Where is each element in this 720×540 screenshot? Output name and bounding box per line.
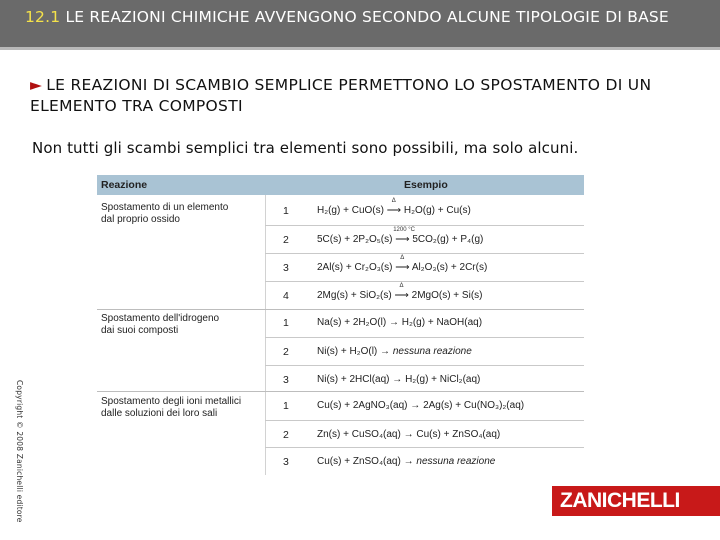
header-bar xyxy=(0,0,720,50)
reaction-condition: Δ xyxy=(399,283,404,289)
products: Al₂O₃(s) + 2Cr(s) xyxy=(411,262,488,273)
products: 2Ag(s) + Cu(NO₃)₂(aq) xyxy=(423,400,525,411)
reaction-arrow: → xyxy=(392,374,403,385)
equation xyxy=(317,317,482,328)
page-title xyxy=(25,7,705,27)
equation xyxy=(317,400,524,411)
header-reazione: Reazione xyxy=(101,179,148,191)
subtitle-text: LE REAZIONI DI SCAMBIO SEMPLICE PERMETTONO LO SPOSTAMENTO DI UN ELEMENTO TRA COMPOSTI xyxy=(30,76,652,115)
table-row xyxy=(265,420,584,448)
body-text: Non tutti gli scambi semplici tra elementi sono possibili, ma solo alcuni. xyxy=(32,139,579,157)
equation xyxy=(317,198,471,216)
row-number: 3 xyxy=(283,262,289,274)
equation xyxy=(317,227,484,245)
products: H₂O(g) + Cu(s) xyxy=(403,205,471,216)
reaction-arrow: → xyxy=(380,346,391,357)
row-number: 3 xyxy=(283,374,289,386)
row-number: 1 xyxy=(283,400,289,412)
table-row xyxy=(265,447,584,475)
row-number: 3 xyxy=(283,456,289,468)
row-number: 1 xyxy=(283,205,289,217)
equation xyxy=(317,429,500,440)
reactants: 2Mg(s) + SiO₂(s) xyxy=(317,290,392,301)
reaction-condition: Δ xyxy=(400,255,405,261)
products: nessuna reazione xyxy=(392,346,472,357)
reaction-arrow: ⟶ Δ xyxy=(395,255,410,273)
row-number: 4 xyxy=(283,290,289,302)
reaction-arrow: ⟶ Δ xyxy=(386,198,402,216)
section-number: 12.1 xyxy=(25,8,61,26)
section-label xyxy=(101,313,261,337)
products: nessuna reazione xyxy=(416,456,496,467)
bullet-arrow-icon: ► xyxy=(30,76,43,94)
products: 2MgO(s) + Si(s) xyxy=(411,290,483,301)
reaction-condition: 1200 °C xyxy=(393,227,415,233)
row-number: 2 xyxy=(283,429,289,441)
section-label-line: Spostamento dell'idrogeno xyxy=(101,313,220,324)
reaction-arrow: → xyxy=(403,456,414,467)
table-header xyxy=(97,175,584,195)
section-label xyxy=(101,396,261,420)
reaction-condition: Δ xyxy=(391,198,396,204)
reactants: H₂(g) + CuO(s) xyxy=(317,205,384,216)
reactants: 2Al(s) + Cr₂O₃(s) xyxy=(317,262,393,273)
equation xyxy=(317,456,495,467)
table-row xyxy=(265,197,584,225)
table-row xyxy=(265,225,584,253)
reaction-arrow: → xyxy=(403,429,414,440)
header-esempio: Esempio xyxy=(404,179,448,191)
table-row xyxy=(265,392,584,420)
equation xyxy=(317,283,483,301)
reactants: Ni(s) + 2HCl(aq) xyxy=(317,374,390,385)
table-row xyxy=(265,253,584,281)
section-label-line: Spostamento di un elemento xyxy=(101,202,229,213)
table-row xyxy=(265,337,584,365)
section-label-line: dalle soluzioni dei loro sali xyxy=(101,408,218,419)
section-label-line: dal proprio ossido xyxy=(101,214,180,225)
reactions-table xyxy=(97,175,584,475)
equation xyxy=(317,255,488,273)
copyright-text: Copyright © 2008 Zanichelli editore xyxy=(15,380,24,523)
reactants: Cu(s) + 2AgNO₃(aq) xyxy=(317,400,408,411)
row-number: 1 xyxy=(283,317,289,329)
reactants: Zn(s) + CuSO₄(aq) xyxy=(317,429,401,440)
copyright-notice xyxy=(14,380,26,523)
section-label xyxy=(101,202,261,226)
reactants: Cu(s) + ZnSO₄(aq) xyxy=(317,456,401,467)
reactants: Na(s) + 2H₂O(l) xyxy=(317,317,387,328)
reactants: Ni(s) + H₂O(l) xyxy=(317,346,378,357)
equation xyxy=(317,346,472,357)
table-row xyxy=(265,281,584,309)
reaction-arrow: ⟶ 1200 °C xyxy=(393,227,415,245)
title-text: LE REAZIONI CHIMICHE AVVENGONO SECONDO ALCUNE TIPOLOGIE DI BASE xyxy=(65,8,669,26)
reaction-arrow: ⟶ Δ xyxy=(394,283,409,301)
equation xyxy=(317,374,480,385)
products: H₂(g) + NaOH(aq) xyxy=(401,317,483,328)
reaction-arrow: → xyxy=(410,400,421,411)
row-number: 2 xyxy=(283,346,289,358)
reactants: 5C(s) + 2P₂O₅(s) xyxy=(317,234,393,245)
products: Cu(s) + ZnSO₄(aq) xyxy=(416,429,501,440)
section-label-line: dai suoi composti xyxy=(101,325,179,336)
table-row xyxy=(265,365,584,393)
section-label-line: Spostamento degli ioni metallici xyxy=(101,396,242,407)
table-row xyxy=(265,309,584,337)
products: H₂(g) + NiCl₂(aq) xyxy=(405,374,481,385)
zanichelli-logo: ZANICHELLI xyxy=(552,486,720,516)
row-number: 2 xyxy=(283,234,289,246)
products: 5CO₂(g) + P₄(g) xyxy=(412,234,484,245)
reaction-arrow: → xyxy=(388,317,399,328)
subtitle xyxy=(30,75,700,117)
